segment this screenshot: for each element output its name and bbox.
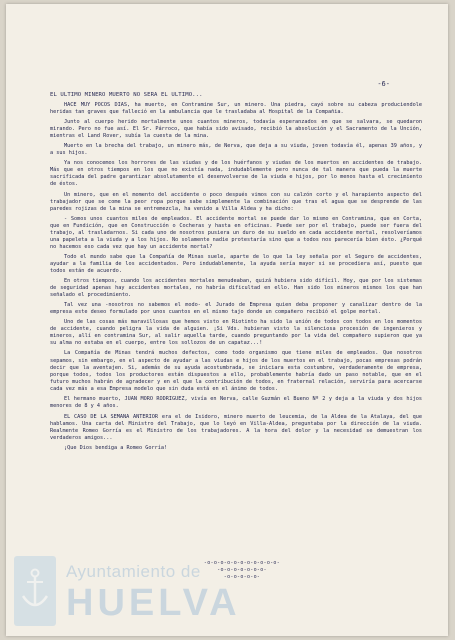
- anchor-icon: [14, 556, 56, 626]
- document-page: [6, 4, 448, 636]
- paragraph: El hermano muerto, JUAN MORO RODRIGUEZ, vivía en Nerva, calle Guzmán el Bueno Nº 2 y deja a la viuda y dos hijos menores de 8 y 4 años.: [50, 395, 422, 409]
- divider-line: -o-o-o-o-o-o-o-: [217, 567, 267, 573]
- divider-line: -o-o-o-o-o-o-o-o-o-o-o-: [203, 560, 281, 566]
- article-title: EL ULTIMO MINERO MUERTO NO SERA EL ULTIMO...: [50, 92, 203, 98]
- closing-paragraph: EL CASO DE LA SEMANA ANTERIOR era el de Isidoro, minero muerto de leucemia, de la Aldea de la Atalaya, del que hablamos. Una carta del Ministro del Trabajo, que lo leyó en Villa-Aldea, preguntaba por la dirección de la viuda. Realmente Romeo Gorría es el Ministro de los trabajadores. A la hora del dolor y la necesidad se demuestran los verdaderos amigos...: [50, 413, 422, 441]
- paragraph: Uno de las cosas más maravillosas que hemos visto en Riotinto ha sido la unión de todos con todos en los momentos de accidente, cuando peligra la vida de alguien. ¡Si Vds. hubieran visto la silenciosa procesión de ingenieros y mineros, allí en contramina Sur, al salir aquella tarde, cuando preguntando por la vida del compañero supieron que ya su alma no estaba en el cuerpo, entre los sollozos de un capataz...!: [50, 319, 422, 347]
- paragraph: Todo el mundo sabe que la Compañía de Minas suele, aparte de lo que la ley señala por el Seguro de accidentes, ayudar a la familia de los accidentados. Pero indudablemente, la ayuda sería mayor si se procediera así, puesto que todos están de acuerdo.: [50, 253, 422, 274]
- paragraph: Junto al cuerpo herido mortalmente unos cuantos mineros, todavía esperanzados en que se salvara, se quedaron mirando. Pero no fue así. El Sr. Párroco, que había sido avisado, recibió la absolución y el Sacramento de la Unción, mientras el Land Rover, subía la cuesta de la mina.: [50, 119, 422, 140]
- page-number: -6-: [377, 80, 390, 88]
- archive-watermark: [14, 554, 344, 634]
- article-body: [50, 102, 422, 455]
- paragraph: Un minero, que en el momento del accidente o poco después vimos con su calzón corto y el harapiento aspecto del trabajador que se come la peor ropa porque sabe simplemente la combinación que tras el agua que se desprende de las paredes rojizas de la mina se entremezcla, ha venido a Villa Aldea y ha dicho:: [50, 191, 422, 212]
- paragraph: Ya nos conocemos los horrores de las viudas y de los huérfanos y viudas de los muertos en accidentes de trabajo. Más que en otros tiempos en los que no existía nada, indudablemente pero nunca de tal manera que pueda la muerte sacrificada del padre garantizar absolutamente el desenvolverse de la viuda e hijos, por lo menos hasta el crecimiento de éstos.: [50, 160, 422, 188]
- watermark-line2: HUELVA: [66, 582, 241, 624]
- closing-exclamation: ¡Que Dios bendiga a Romeo Gorría!: [64, 445, 168, 452]
- paragraph: HACE MUY POCOS DIAS, ha muerto, en Contramine Sur, un minero. Una piedra, cayó sobre su cabeza produciendole heridas tan graves que falleció en la ambulancia que le trasladaba al Hospital de la Compañia.: [50, 102, 422, 116]
- paragraph: La Compañía de Minas tendrá muchos defectos, como todo organismo que tiene miles de empleados. Que nosotros sepamos, sin embargo, en el aspecto de ayudar a las viudas e hijos de los muertos en el trabajo, pocas empresas podrán decir que la aventajen. Si, además de su ayuda acostumbrada, se iniciara esta costumbre, verdaderamente de empresa, porque todos, todos los productores están dispuestos a ello, probablemente habría dado un paso notable, que en el futuro muchos habrán de agradecer y en el que la contribución de todos, en fraternal relación, serviría para acercarse cada vez más a esa Empresa modelo que sin duda está en el ánimo de todos.: [50, 350, 422, 392]
- paragraph: En otros tiempos, cuando los accidentes mortales menudeaban, quizá hubiera sido difícil. Hoy, que por los sistemas de seguridad apenas hay accidentes mortales, no habría dificultad en ello. Han sido los mineros mismos los que han señalado el procedimiento.: [50, 278, 422, 299]
- paragraph: Muerto en la brecha del trabajo, un minero más, de Nerva, que deja a su viuda, joven todavía él, apenas 39 años, y a sus hijos.: [50, 143, 422, 157]
- watermark-line1: Ayuntamiento de: [66, 562, 201, 581]
- divider-line: -o-o-o-o-o-: [223, 574, 261, 580]
- paragraph: Tal vez una -nosotros no sabemos el modo- el Jurado de Empresa quien deba proponer y canalizar dentro de la empresa este deseo formulado por unos cuantos en el mismo tajo donde un compañero recibió el golpe mortal.: [50, 302, 422, 316]
- paragraph: - Somos unos cuantos miles de empleados. El accidente mortal se puede dar lo mismo en Contramina, que en Corta, que en Fundición, que en Construcción o Cocheras y hasta en oficinas. Puede ser por el trabajo, puede ser fuera del trabajo, al trasladarnos. Si cada uno de nosotros pusiera un duro de su sueldo en cada accidente mortal, resolveríamos una papeleta a la viuda y a los hijos. No solamente nadie protestaría sino que a todos nos parecería bien ésto. ¿Porqué no hacemos eso cada vez que hay un accidente mortal?: [50, 215, 422, 250]
